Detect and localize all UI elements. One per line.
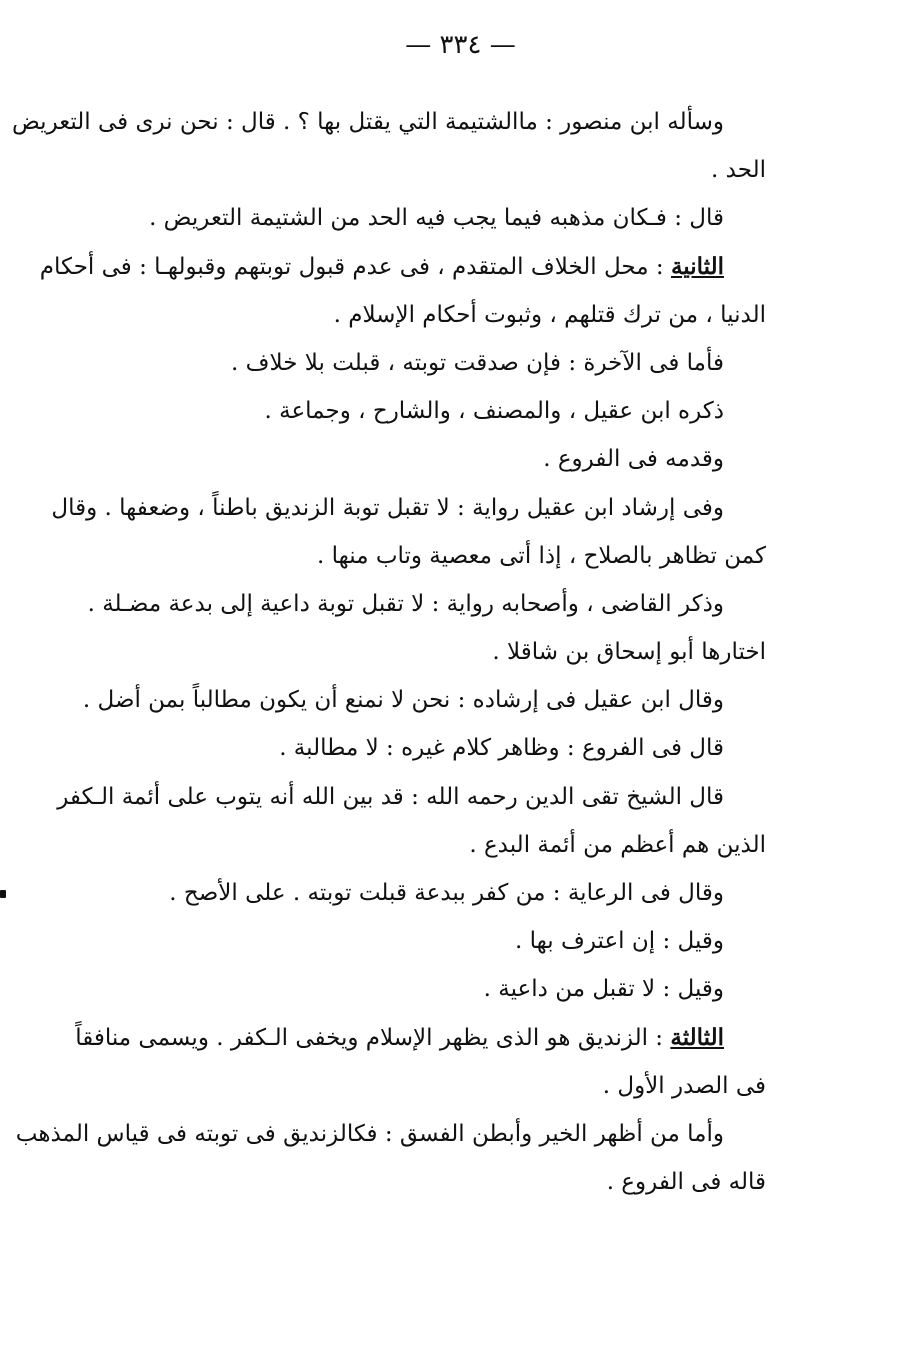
line-text: قال فى الفروع : وظاهر كلام غيره : لا مطالبة . [279, 735, 724, 762]
line-text: فى الصدر الأول . [602, 1072, 766, 1099]
line-text: قاله فى الفروع . [606, 1169, 766, 1196]
text-line [110, 435, 766, 483]
line-text: وقيل : لا تقبل من داعية . [483, 976, 724, 1003]
text-line [11, 98, 766, 146]
line-text: قال الشيخ تقى الدين رحمه الله : قد بين الله أنه يتوب على أئمة الـكفر [57, 783, 724, 810]
line-text: وقال فى الرعاية : من كفر ببدعة قبلت توبته . على الأصح . [169, 880, 724, 906]
line-text: قال : فـكان مذهبه فيما يجب فيه الحد من الشتيمة التعريض . [149, 205, 724, 232]
line-text: : الزنديق هو الذى يظهر الإسلام ويخفى الـكفر . ويسمى منافقاً [75, 1024, 664, 1051]
text-line [39, 243, 766, 291]
line-text: اختارها أبو إسحاق بن شاقلا . [492, 639, 766, 666]
line-text: وذكر القاضى ، وأصحابه رواية : لا تقبل توبة داعية إلى بدعة مضـلة . [87, 590, 724, 617]
line-text: وقال ابن عقيل فى إرشاده : نحن لا نمنع أن يكون مطالباً بمن أضل . [82, 687, 724, 714]
line-text: الدنيا ، من ترك قتلهم ، وثبوت أحكام الإسلام . [333, 301, 766, 328]
text-line [51, 484, 766, 532]
text-line [87, 580, 766, 628]
body-text [11, 98, 766, 1206]
page-number: — ٣٣٤ — [405, 30, 516, 60]
text-line [110, 194, 766, 242]
line-text: الذين هم أعظم من أئمة البدع . [469, 831, 766, 858]
text-line [110, 532, 766, 580]
text-line [110, 339, 766, 387]
text-line [110, 821, 766, 869]
text-line [110, 965, 766, 1013]
line-text: وفى إرشاد ابن عقيل رواية : لا تقبل توبة الزنديق باطناً ، وضعفها . وقال [51, 494, 724, 521]
text-line [110, 1158, 766, 1206]
line-text: وأما من أظهر الخير وأبطن الفسق : فكالزنديق فى توبته فى قياس المذهب [15, 1120, 724, 1147]
text-line [110, 1062, 766, 1110]
text-line [110, 146, 766, 194]
section-term: الثالثة [670, 1023, 724, 1051]
line-text: وسأله ابن منصور : ماالشتيمة التي يقتل بها ؟ . قال : نحن نرى فى التعريض [11, 109, 724, 135]
line-text: : محل الخلاف المتقدم ، فى عدم قبول توبتهم وقبولهـا : فى أحكام [39, 253, 664, 280]
text-line [15, 1110, 766, 1158]
line-text: كمن تظاهر بالصلاح ، إذا أتى معصية وتاب منها . [317, 542, 766, 569]
line-text: وقيل : إن اعترف بها . [515, 928, 724, 955]
text-line [82, 676, 766, 724]
line-text: فأما فى الآخرة : فإن صدقت توبته ، قبلت بلا خلاف . [231, 349, 724, 376]
margin-mark [0, 890, 6, 898]
text-line [110, 291, 766, 339]
text-line [57, 773, 766, 821]
text-line [110, 917, 766, 965]
line-text: الحد . [711, 157, 766, 184]
line-text: ذكره ابن عقيل ، والمصنف ، والشارح ، وجماعة . [264, 398, 724, 425]
section-term: الثانية [670, 252, 724, 280]
text-line [110, 387, 766, 435]
line-text: وقدمه فى الفروع . [543, 446, 724, 473]
text-line [110, 724, 766, 772]
text-line [75, 1014, 766, 1062]
text-line [110, 628, 766, 676]
text-line [110, 869, 766, 917]
